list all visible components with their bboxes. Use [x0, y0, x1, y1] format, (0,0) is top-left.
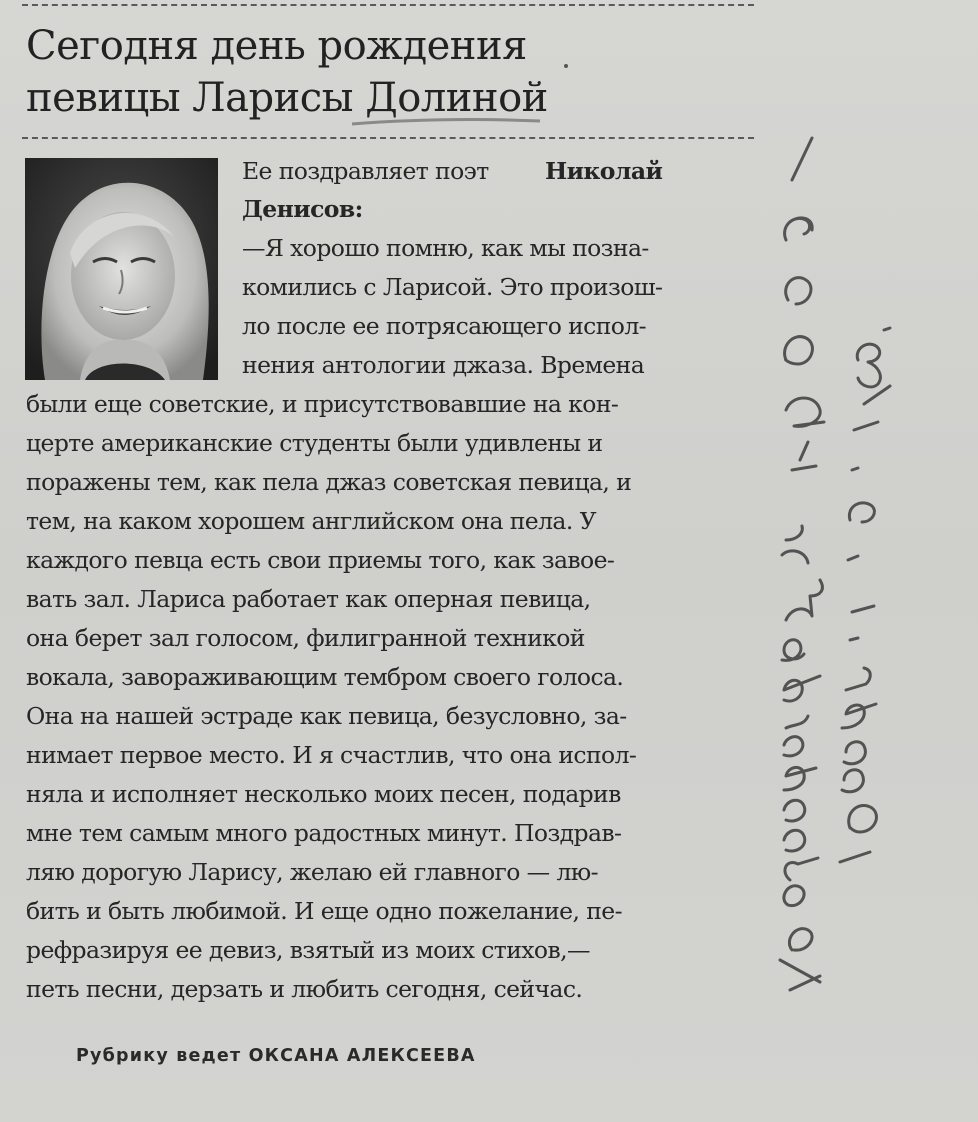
- author-first-name: Николай: [545, 157, 663, 185]
- article-line: вокала, завораживающим тембром своего голоса.: [26, 663, 624, 691]
- article-line: каждого певца есть свои приемы того, как завое-: [26, 546, 615, 574]
- article-line: вать зал. Лариса работает как оперная певица,: [26, 585, 591, 613]
- headline-line-1: Сегодня день рождения: [26, 23, 527, 69]
- article-line: рефразируя ее девиз, взятый из моих стихов,—: [26, 936, 590, 964]
- article-line: бить и быть любимой. И еще одно пожелание, пе-: [26, 897, 622, 925]
- article-line: поражены тем, как пела джаз советская певица, и: [26, 468, 632, 496]
- article-line: —Я хорошо помню, как мы позна-: [242, 234, 649, 262]
- headline-line-2: певицы Ларисы Долиной: [26, 75, 548, 121]
- author-last-name: Денисов:: [242, 195, 363, 223]
- article-line: она берет зал голосом, филигранной техникой: [26, 624, 585, 652]
- article-line: комились с Ларисой. Это произош-: [242, 273, 663, 301]
- article-line: Ее поздравляет поэт: [242, 157, 489, 185]
- article-line: петь песни, дерзать и любить сегодня, сейчас.: [26, 975, 583, 1003]
- byline: Рубрику ведет ОКСАНА АЛЕКСЕЕВА: [76, 1046, 476, 1066]
- article-line: Она на нашей эстраде как певица, безусловно, за-: [26, 702, 627, 730]
- article-line: тем, на каком хорошем английском она пела. У: [26, 507, 596, 535]
- article-line: нения антологии джаза. Времена: [242, 351, 645, 379]
- article-line: нимает первое место. И я счастлив, что она испол-: [26, 741, 637, 769]
- article-line: няла и исполняет несколько моих песен, подарив: [26, 780, 621, 808]
- article-line: ляю дорогую Ларису, желаю ей главного — лю-: [26, 858, 598, 886]
- article-line: ло после ее потрясающего испол-: [242, 312, 647, 340]
- article-line: были еще советские, и присутствовавшие на кон-: [26, 390, 619, 418]
- article-line: мне тем самым много радостных минут. Поздрав-: [26, 819, 622, 847]
- article-line: церте американские студенты были удивлены и: [26, 429, 603, 457]
